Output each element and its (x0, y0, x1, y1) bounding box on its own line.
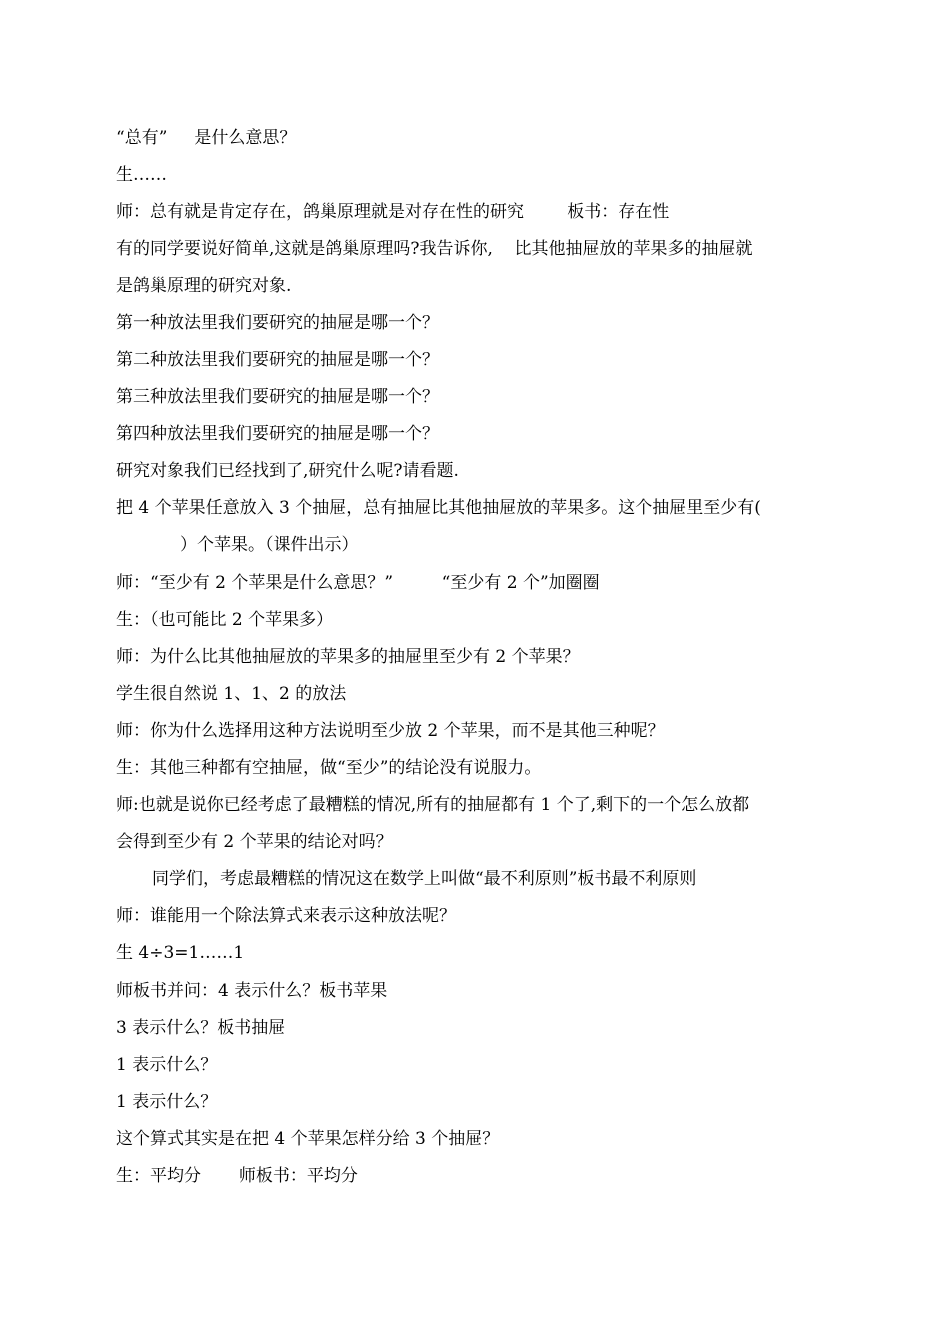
text-line: 研究对象我们已经找到了,研究什么呢?请看题. (116, 461, 459, 481)
text-line: ）个苹果。（课件出示） (180, 535, 359, 555)
text-line: 师：为什么比其他抽屉放的苹果多的抽屉里至少有 2 个苹果？ (116, 647, 580, 667)
text-line: 3 表示什么？板书抽屉 (116, 1018, 286, 1038)
text-line: 会得到至少有 2 个苹果的结论对吗？ (116, 832, 393, 852)
text-line: 第四种放法里我们要研究的抽屉是哪一个？ (116, 424, 439, 444)
text-line: 第一种放法里我们要研究的抽屉是哪一个？ (116, 313, 439, 333)
text-line: 师：“至少有 2 个苹果是什么意思？” “至少有 2 个”加圈圈 (116, 573, 600, 593)
text-line: 同学们，考虑最糟糕的情况这在数学上叫做“最不利原则”板书最不利原则 (152, 869, 697, 889)
text-line: 学生很自然说 1、1、2 的放法 (116, 684, 347, 704)
text-line: 师：谁能用一个除法算式来表示这种放法呢？ (116, 906, 456, 926)
text-line: 是鸽巢原理的研究对象. (116, 276, 292, 296)
text-line: 师：你为什么选择用这种方法说明至少放 2 个苹果，而不是其他三种呢？ (116, 721, 665, 741)
text-line: 第二种放法里我们要研究的抽屉是哪一个？ (116, 350, 439, 370)
text-line: 有的同学要说好简单,这就是鸽巢原理吗?我告诉你, 比其他抽屉放的苹果多的抽屉就 (116, 239, 753, 259)
text-line: 生：（也可能比 2 个苹果多） (116, 610, 334, 630)
text-line: 这个算式其实是在把 4 个苹果怎样分给 3 个抽屉？ (116, 1129, 500, 1149)
text-line: 师:也就是说你已经考虑了最糟糕的情况,所有的抽屉都有 1 个了,剩下的一个怎么放都 (116, 795, 750, 815)
text-line: 师板书并问：4 表示什么？板书苹果 (116, 981, 388, 1001)
text-line: “总有” 是什么意思？ (116, 128, 297, 148)
text-line: 生…… (116, 165, 167, 185)
text-line: 1 表示什么？ (116, 1055, 218, 1075)
text-line: 1 表示什么？ (116, 1092, 218, 1112)
text-line: 生：平均分 师板书：平均分 (116, 1166, 358, 1186)
text-line: 生：其他三种都有空抽屉，做“至少”的结论没有说服力。 (116, 758, 542, 778)
text-line: 把 4 个苹果任意放入 3 个抽屉，总有抽屉比其他抽屉放的苹果多。这个抽屉里至少有( (116, 498, 761, 518)
text-line: 第三种放法里我们要研究的抽屉是哪一个？ (116, 387, 439, 407)
text-line: 师：总有就是肯定存在，鸽巢原理就是对存在性的研究 板书：存在性 (116, 202, 670, 222)
text-line: 生 4÷3=1……1 (116, 943, 245, 963)
